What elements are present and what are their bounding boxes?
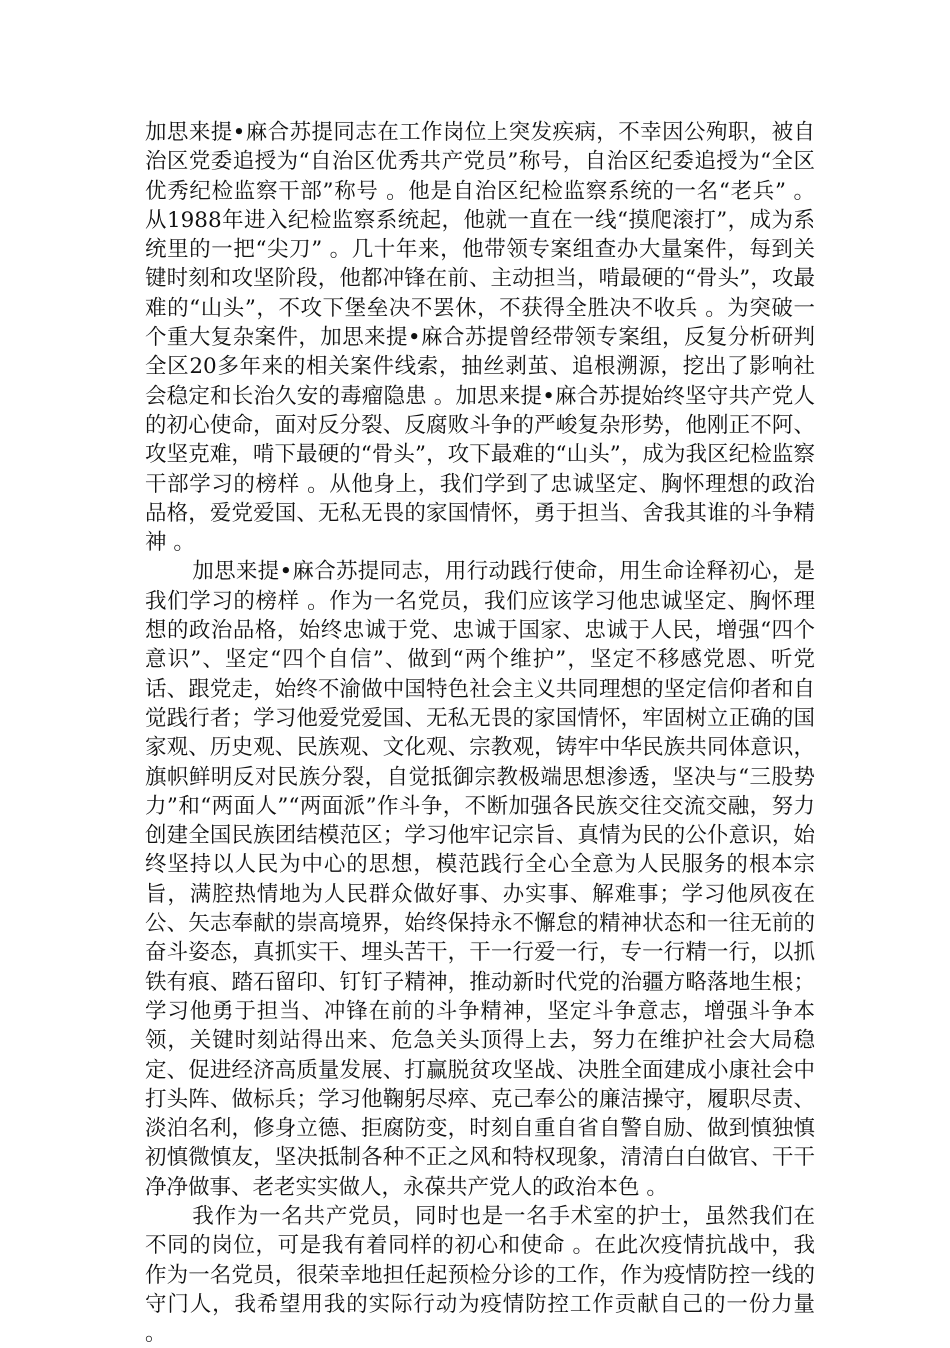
paragraph-2: 加思来提•麻合苏提同志，用行动践行使命，用生命诠释初心，是我们学习的榜样 。作为一名党员，我们应该学习他忠诚坚定、胸怀理想的政治品格，始终忠诚于党、忠诚于国家、忠诚于人民，增强“四个意识”、坚定“四个自信”、做到“两个维护”，坚定不移感党恩、听党话、跟党走，始终不渝做中国特色社会主义共同理想的坚定信仰者和自觉践行者；学习他爱党爱国、无私无畏的家国情怀，牢固树立正确的国家观、历史观、民族观、文化观、宗教观，铸牢中华民族共同体意识，旗帜鲜明反对民族分裂，自觉抵御宗教极端思想渗透，坚决与“三股势力”和“两面人”“两面派”作斗争，不断加强各民族交往交流交融，努力创建全国民族团结模范区；学习他牢记宗旨、真情为民的公仆意识，始终坚持以人民为中心的思想，模范践行全心全意为人民服务的根本宗旨，满腔热情地为人民群众做好事、办实事、解难事；学习他夙夜在公、矢志奉献的崇高境界，始终保持永不懈怠的精神状态和一往无前的奋斗姿态，真抓实干、埋头苦干，干一行爱一行，专一行精一行，以抓铁有痕、踏石留印、钉钉子精神，推动新时代党的治疆方略落地生根；学习他勇于担当、冲锋在前的斗争精神，坚定斗争意志，增强斗争本领，关键时刻站得出来、危急关头顶得上去，努力在维护社会大局稳定、促进经济高质量发展、打赢脱贫攻坚战、决胜全面建成小康社会中打头阵、做标兵；学习他鞠躬尽瘁、克己奉公的廉洁操守，履职尽责、淡泊名利，修身立德、拒腐防变，时刻自重自省自警自励、做到慎独慎初慎微慎友，坚决抵制各种不正之风和特权现象，清清白白做官、干干净净做事、老老实实做人，永葆共产党人的政治本色 。 (145, 559, 815, 1200)
paragraph-3: 我作为一名共产党员，同时也是一名手术室的护士，虽然我们在不同的岗位，可是我有着同样的初心和使命 。在此次疫情抗战中，我作为一名党员，很荣幸地担任起预检分诊的工作，作为疫情防控一线的守门人，我希望用我的实际行动为疫情防控工作贡献自己的一份力量 。 (145, 1203, 815, 1347)
paragraph-1: 加思来提•麻合苏提同志在工作岗位上突发疾病，不幸因公殉职，被自治区党委追授为“自治区优秀共产党员”称号，自治区纪委追授为“全区优秀纪检监察干部”称号 。他是自治区纪检监察系统的一名“老兵” 。从1988年进入纪检监察系统起，他就一直在一线“摸爬滚打”，成为系统里的一把“尖刀” 。几十年来，他带领专案组查办大量案件，每到关键时刻和攻坚阶段，他都冲锋在前、主动担当，啃最硬的“骨头”，攻最难的“山头”，不攻下堡垒决不罢休，不获得全胜决不收兵 。为突破一个重大复杂案件，加思来提•麻合苏提曾经带领专案组，反复分析研判全区20多年来的相关案件线索，抽丝剥茧、追根溯源，挖出了影响社会稳定和长治久安的毒瘤隐患 。加思来提•麻合苏提始终坚守共产党人的初心使命，面对反分裂、反腐败斗争的严峻复杂形势，他刚正不阿、攻坚克难，啃下最硬的“骨头”，攻下最难的“山头”，成为我区纪检监察干部学习的榜样 。从他身上，我们学到了忠诚坚定、胸怀理想的政治品格，爱党爱国、无私无畏的家国情怀，勇于担当、舍我其谁的斗争精神 。 (145, 120, 815, 556)
document-body (145, 118, 815, 1348)
